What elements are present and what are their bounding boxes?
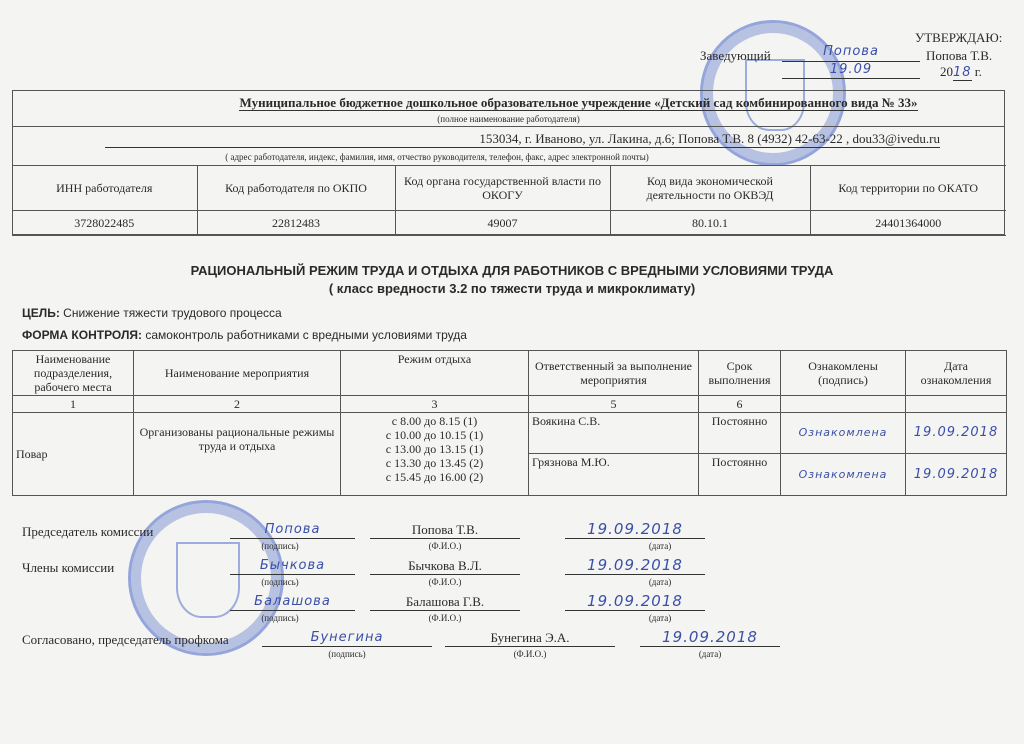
measure: Организованы рациональные режимы труда и отдыха bbox=[134, 413, 341, 496]
signature-chair: Попова bbox=[230, 522, 355, 539]
employer-name bbox=[12, 95, 1005, 111]
year-suffix: г. bbox=[974, 64, 982, 79]
date-union: 19.09.2018 bbox=[640, 628, 780, 647]
codes-value: 80.10.1 bbox=[610, 211, 810, 236]
signature-union: Бунегина bbox=[262, 630, 432, 647]
year-prefix: 20 bbox=[940, 64, 953, 79]
caption-date: (дата) bbox=[648, 577, 672, 587]
employer-address-caption: ( адрес работодателя, индекс, фамилия, имя, отчество руководителя, телефон, факс, адрес электронной почты) bbox=[225, 152, 649, 162]
name-member: Балашова Г.В. bbox=[370, 594, 520, 611]
table-header: Дата ознакомления bbox=[906, 351, 1007, 396]
employer-divider bbox=[12, 126, 1005, 127]
codes-header: Код территории по ОКАТО bbox=[810, 166, 1006, 211]
rest-period: с 13.00 до 13.15 (1) bbox=[385, 442, 484, 456]
codes-header: Код органа государственной власти по ОКОГУ bbox=[395, 166, 610, 211]
responsible: Грязнова М.Ю. bbox=[529, 454, 699, 496]
codes-value: 3728022485 bbox=[12, 211, 197, 236]
control-text: самоконтроль работниками с вредными условиями труда bbox=[145, 328, 467, 342]
table-header: Наименование мероприятия bbox=[134, 351, 341, 396]
column-number: 5 bbox=[529, 396, 699, 413]
document-subtitle: ( класс вредности 3.2 по тяжести труда и микроклимату) bbox=[328, 281, 696, 296]
name-member: Бычкова В.Л. bbox=[370, 558, 520, 575]
caption-fio: (Ф.И.О.) bbox=[428, 541, 462, 551]
column-number: 1 bbox=[13, 396, 134, 413]
approval-signature-line bbox=[782, 44, 920, 62]
approval-year bbox=[940, 64, 982, 80]
codes-header: ИНН работодателя bbox=[12, 166, 197, 211]
signature-member: Балашова bbox=[230, 594, 355, 611]
goal bbox=[22, 306, 282, 320]
date-member: 19.09.2018 bbox=[565, 592, 705, 611]
codes-value: 24401364000 bbox=[810, 211, 1006, 236]
caption-date: (дата) bbox=[698, 649, 722, 659]
rest-period: с 13.30 до 13.45 (2) bbox=[385, 456, 484, 470]
table-header: Ознакомлены (подпись) bbox=[781, 351, 906, 396]
approval-date: 19.09 bbox=[829, 62, 873, 77]
employer-name-caption: (полное наименование работодателя) bbox=[437, 114, 580, 124]
control-label: ФОРМА КОНТРОЛЯ: bbox=[22, 328, 142, 342]
table-header: Наименование подразделения, рабочего места bbox=[13, 351, 134, 396]
signed-handwritten: Ознакомлена bbox=[781, 454, 906, 496]
table-header: Срок выполнения bbox=[699, 351, 781, 396]
caption-fio: (Ф.И.О.) bbox=[428, 577, 462, 587]
table-header: Режим отдыха bbox=[341, 351, 529, 396]
caption-sign: (подпись) bbox=[261, 577, 299, 587]
rest-period: с 15.45 до 16.00 (2) bbox=[385, 470, 484, 484]
column-number bbox=[906, 396, 1007, 413]
approval-signature: Попова bbox=[823, 44, 879, 59]
signed-date-handwritten: 19.09.2018 bbox=[906, 454, 1007, 496]
codes-header: Код вида экономической деятельности по ОКВЭД bbox=[610, 166, 810, 211]
column-number: 3 bbox=[341, 396, 529, 413]
signed-handwritten: Ознакомлена bbox=[781, 413, 906, 454]
rest-period: с 8.00 до 8.15 (1) bbox=[391, 414, 478, 428]
approval-position: Заведующий bbox=[700, 48, 771, 63]
document-title: РАЦИОНАЛЬНЫЙ РЕЖИМ ТРУДА И ОТДЫХА ДЛЯ РАБОТНИКОВ С ВРЕДНЫМИ УСЛОВИЯМИ ТРУДА bbox=[190, 263, 834, 278]
name-chair: Попова Т.В. bbox=[370, 522, 520, 539]
signed-date-handwritten: 19.09.2018 bbox=[906, 413, 1007, 454]
approval-date-line bbox=[782, 62, 920, 79]
rest-schedule bbox=[341, 413, 529, 496]
members-label: Члены комиссии bbox=[22, 560, 115, 575]
approval-name: Попова Т.В. bbox=[926, 48, 993, 63]
column-number: 2 bbox=[134, 396, 341, 413]
workplace: Повар bbox=[13, 413, 134, 496]
employer-name-text: Муниципальное бюджетное дошкольное образовательное учреждение «Детский сад комбинированного вида № 33» bbox=[239, 95, 918, 110]
control-form bbox=[22, 328, 467, 342]
signature-member: Бычкова bbox=[230, 558, 355, 575]
employer-address bbox=[105, 131, 940, 148]
work-rest-table bbox=[12, 350, 1007, 496]
responsible: Воякина С.В. bbox=[529, 413, 699, 454]
goal-label: ЦЕЛЬ: bbox=[22, 306, 60, 320]
codes-header: Код работодателя по ОКПО bbox=[197, 166, 395, 211]
year-hw: 18 bbox=[953, 65, 972, 80]
chair-label: Председатель комиссии bbox=[22, 524, 154, 539]
rest-period: с 10.00 до 10.15 (1) bbox=[385, 428, 484, 442]
codes-value: 49007 bbox=[395, 211, 610, 236]
column-number: 6 bbox=[699, 396, 781, 413]
caption-fio: (Ф.И.О.) bbox=[428, 613, 462, 623]
employer-codes-table bbox=[12, 165, 1006, 236]
term: Постоянно bbox=[699, 454, 781, 496]
date-chair: 19.09.2018 bbox=[565, 520, 705, 539]
caption-sign: (подпись) bbox=[261, 541, 299, 551]
codes-value: 22812483 bbox=[197, 211, 395, 236]
term: Постоянно bbox=[699, 413, 781, 454]
union-label: Согласовано, председатель профкома bbox=[22, 632, 229, 647]
employer-address-text: 153034, г. Иваново, ул. Лакина, д.6; Попова Т.В. 8 (4932) 42-63-22 , dou33@ivedu.ru bbox=[479, 131, 940, 146]
caption-sign: (подпись) bbox=[328, 649, 366, 659]
name-union: Бунегина Э.А. bbox=[445, 630, 615, 647]
approval-title: УТВЕРЖДАЮ: bbox=[915, 30, 1003, 45]
caption-sign: (подпись) bbox=[261, 613, 299, 623]
table-header: Ответственный за выполнение мероприятия bbox=[529, 351, 699, 396]
goal-text: Снижение тяжести трудового процесса bbox=[63, 306, 282, 320]
date-member: 19.09.2018 bbox=[565, 556, 705, 575]
caption-date: (дата) bbox=[648, 613, 672, 623]
column-number bbox=[781, 396, 906, 413]
caption-fio: (Ф.И.О.) bbox=[513, 649, 547, 659]
caption-date: (дата) bbox=[648, 541, 672, 551]
